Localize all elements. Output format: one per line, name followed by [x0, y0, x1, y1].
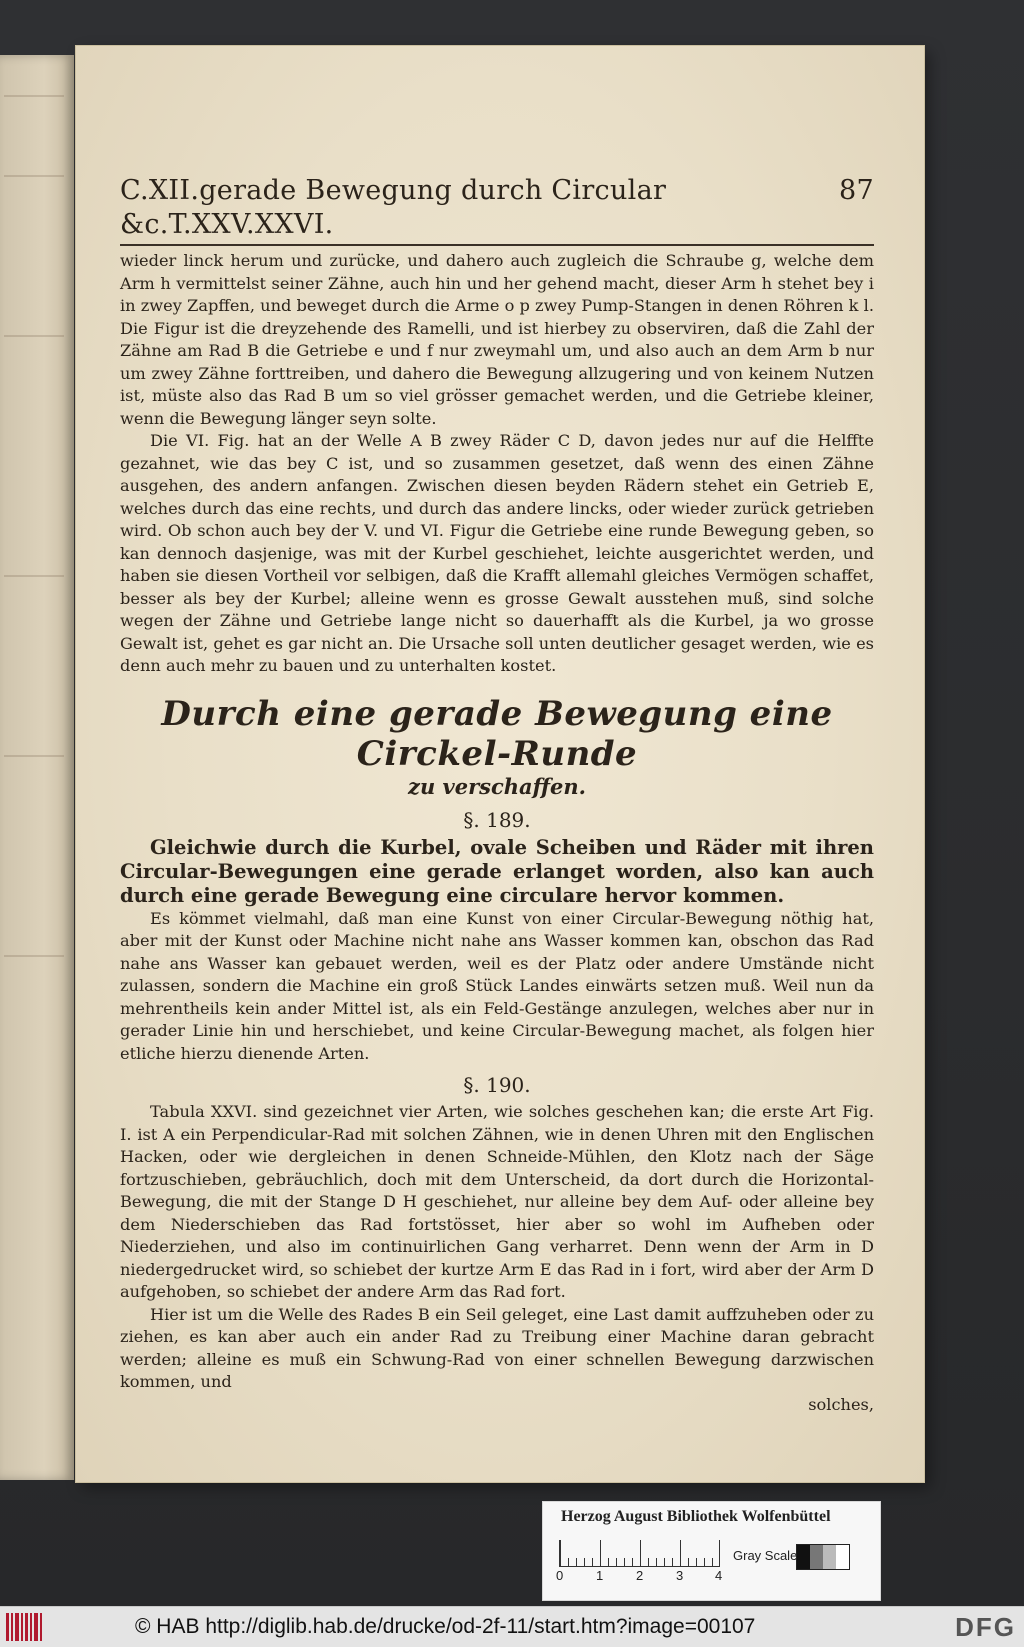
- catchword: solches,: [808, 1394, 874, 1414]
- ruler-tick: [624, 1558, 625, 1566]
- page-number: 87: [839, 175, 874, 206]
- ruler-tick: [592, 1558, 593, 1566]
- ruler-number: 1: [596, 1568, 604, 1583]
- library-name: Herzog August Bibliothek Wolfenbüttel: [561, 1508, 831, 1525]
- ruler-tick: [696, 1558, 697, 1566]
- section-heading: Durch eine gerade Bewegung eine Circkel-Runde: [161, 693, 833, 774]
- gray-scale-label: Gray Scale: [733, 1548, 798, 1563]
- ruler-tick: [560, 1540, 561, 1566]
- source-link[interactable]: © HAB http://diglib.hab.de/drucke/od-2f-11/start.htm?image=00107: [135, 1615, 756, 1638]
- reference-color-card: [543, 1502, 880, 1600]
- facing-page-edge: [0, 55, 74, 1480]
- ruler-tick: [680, 1540, 681, 1566]
- lead-paragraph-189: Gleichwie durch die Kurbel, ovale Scheiben und Räder mit ihren Circular-Bewegungen eine gerade erlanget worden, also kan auch durch eine gerade Bewegung eine circulare hervor kommen.: [120, 835, 874, 907]
- paragraph-189: Es kömmet vielmahl, daß man eine Kunst von einer Circular-Bewegung nöthig hat, aber mit der Kunst oder Machine nicht nahe ans Wasser kommen kan, obschon das Rad nahe ans Wasser kan gebauet werden, weil es der Platz oder andere Umstände nicht zulassen, sondern die Machine ein groß Stück Landes einwärts setzen muß. Weil nun da mehrentheils kein ander Mittel ist, als ein Feld-Gestänge anzulegen, welches aber nur in gerader Linie hin und herschiebet, und keine Circular-Bewegung machet, als folgen hier etliche hierzu dienende Arten.: [120, 908, 874, 1063]
- ruler-number: 0: [556, 1568, 564, 1583]
- ruler-tick: [712, 1558, 713, 1566]
- gray-swatch-black: [797, 1545, 810, 1569]
- ruler-number: 3: [676, 1568, 684, 1583]
- ruler-tick: [600, 1540, 601, 1566]
- scale-ruler: [559, 1540, 720, 1567]
- bleed-through-line: [4, 335, 64, 337]
- paragraph-190-cont: Hier ist um die Welle des Rades B ein Seil geleget, eine Last damit auffzuheben oder zu ziehen, es kan aber auch ein ander Rad zu Treibung einer Machine daran gebracht werden; alleine es muß ein Schwung-Rad von einer schnellen Bewegung darzwischen kommen, und: [120, 1304, 874, 1391]
- ruler-tick: [719, 1540, 720, 1566]
- gray-scale-swatch: [796, 1544, 850, 1570]
- ruler-tick: [616, 1558, 617, 1566]
- ruler-tick: [576, 1558, 577, 1566]
- bleed-through-line: [4, 95, 64, 97]
- gray-swatch-light: [823, 1545, 836, 1569]
- book-page: [76, 46, 924, 1482]
- paragraph-fig-vi: Die VI. Fig. hat an der Welle A B zwey Räder C D, davon jedes nur auf die Helffte gezahnet, wie das bey C ist, und so zusammen gesetzet, daß wenn des einen Zähne ausgehen, des andern anfangen. Zwischen diesen beyden Rädern stehet ein Getrieb E, welches durch das eine rechts, und durch das andere lincks, oder wieder zurück getrieben wird. Ob schon auch bey der V. und VI. Figur die Getriebe eine runde Bewegung geben, so kan dennoch dasjenige, was mit der Kurbel geschiehet, leichte ausgerichtet werden, und haben sie diesen Vortheil vor selbigen, daß die Krafft allemahl gleiches Vermögen schaffet, besser als bey der Kurbel; alleine wenn es grosse Gewalt ausstehen muß, sind solche wegen der Zähne und Getriebe lange nicht so dauerhafft als die Kurbel, ja wo grosse Gewalt ist, gehet es gar nicht an. Die Ursache soll unten deutlicher gesaget werden, wie es denn auch mehr zu bauen und zu unterhalten kostet.: [120, 431, 874, 675]
- paragraph-continued: wieder linck herum und zurücke, und dahero auch zugleich die Schraube g, welche dem Arm h vermittelst seiner Zähne, auch hin und her gehend macht, dieser Arm h stehet bey i in zwey Zapffen, und beweget durch die Arme o p zwey Pump-Stangen in denen Röhren k l. Die Figur ist die dreyzehende des Ramelli, und ist hierbey zu observiren, daß die Zahl der Zähne am Rad B die Getriebe e und f nur zweymahl um, und also auch an dem Arm b nur um zwey Zähne forttreiben, und dahero die Bewegung allzugering und von keinem Nutzen ist, müste also das Rad B um so viel grösser gemachet werden, und die Getriebe kleiner, wenn die Bewegung länger seyn solte.: [120, 251, 874, 428]
- ruler-tick: [664, 1558, 665, 1566]
- ruler-tick: [584, 1558, 585, 1566]
- ruler-tick: [672, 1558, 673, 1566]
- bleed-through-line: [4, 175, 64, 177]
- ruler-tick: [656, 1558, 657, 1566]
- ruler-tick: [568, 1558, 569, 1566]
- ruler-number: 2: [636, 1568, 644, 1583]
- section-number-190: §. 190.: [463, 1073, 531, 1097]
- ruler-tick: [640, 1540, 641, 1566]
- running-header: [120, 174, 874, 246]
- bleed-through-line: [4, 955, 64, 957]
- ruler-tick: [648, 1558, 649, 1566]
- page-text-block: [120, 174, 874, 1416]
- ruler-tick: [608, 1558, 609, 1566]
- bleed-through-line: [4, 755, 64, 757]
- gray-swatch-white: [836, 1545, 849, 1569]
- viewer-footer: [0, 1606, 1024, 1647]
- bleed-through-line: [4, 575, 64, 577]
- ruler-tick: [688, 1558, 689, 1566]
- section-number-189: §. 189.: [463, 807, 531, 832]
- barcode-icon: [6, 1613, 46, 1641]
- ruler-tick: [632, 1558, 633, 1566]
- gray-swatch-mid: [810, 1545, 823, 1569]
- paragraph-190: Tabula XXVI. sind gezeichnet vier Arten, wie solches geschehen kan; die erste Art Fig. I. ist A ein Perpendicular-Rad mit solchen Zähnen, wie in denen Uhren mit den Englischen Hacken, oder wie dergleichen in denen Schneide-Mühlen, den Klotz nach der Säge fortzuschieben, gebräuchlich, doch mit dem Unterscheid, da dort durch die Horizontal-Bewegung, die mit der Stange D H geschiehet, nur alleine bey dem Auf- oder alleine bey dem Niederschieben das Rad fortstösset, hier aber so wohl im Aufheben oder Niederziehen, und also im continuirlichen Gang verharret. Denn wenn der Arm in D niedergedrucket wird, so schiebet der kurtze Arm E das Rad in i fort, wird aber der Arm D aufgehoben, so schiebet der andere Arm das Rad fort.: [120, 1102, 874, 1301]
- ruler-tick: [704, 1558, 705, 1566]
- running-title: C.XII.gerade Bewegung durch Circular &c.T.XXV.XXVI.: [120, 175, 667, 240]
- dfg-logo: DFG: [955, 1612, 1016, 1642]
- section-subheading: zu verschaffen.: [408, 773, 586, 799]
- ruler-number: 4: [715, 1568, 723, 1583]
